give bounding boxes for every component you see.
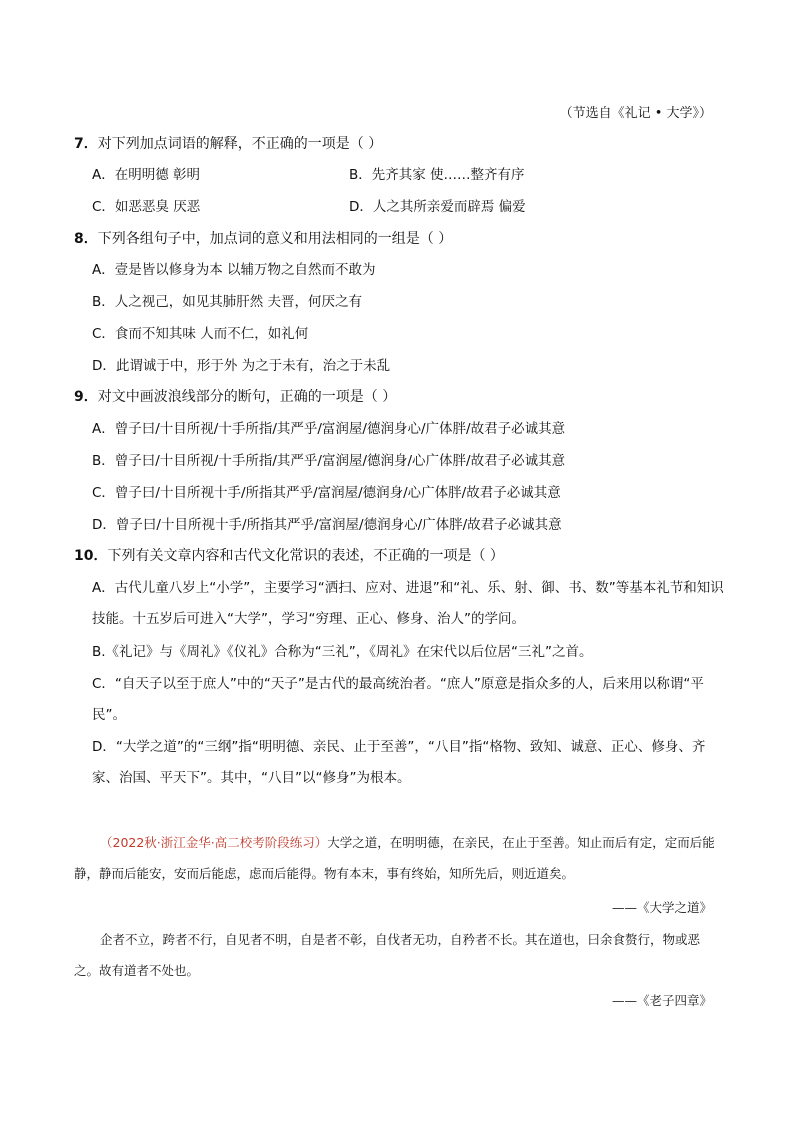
source-note: （节选自《礼记 • 大学》）	[559, 106, 712, 121]
passage-2	[74, 924, 724, 986]
attribution-1: ——《大学之道》	[611, 900, 712, 915]
source-tag: （2022秋·浙江金华·高二校考阶段练习）	[100, 835, 328, 850]
passage-1	[74, 827, 724, 889]
question-stem: 对下列加点词语的解释，不正确的一项是（ ）	[97, 136, 383, 152]
question-stem: 下列有关文章内容和古代文化常识的表述，不正确的一项是（ ）	[107, 548, 504, 564]
option-8c: C．食而不知其味 人而不仁，如礼何	[92, 326, 309, 342]
option-7c: C．如恶恶臭 厌恶	[92, 199, 201, 215]
option-9c: C．曾子曰/十目所视十手/所指其严乎/富润屋/德润身/心广体胖/故君子必诚其意	[92, 485, 561, 501]
option-7b: B．先齐其家 使……整齐有序	[349, 167, 525, 183]
option-7a: A．在明明德 彰明	[92, 167, 201, 183]
passage-text-2: 企者不立，跨者不行，自见者不明，自是者不彰，自伐者无功，自矜者不长。其在道也，曰余食赘行，物或恶之。故有道者不处也。	[74, 932, 701, 978]
question-7	[74, 134, 382, 154]
passage-text-1: 大学之道，在明明德，在亲民，在止于至善。知止而后有定，定而后能静，静而后能安，安而后能虑，虑而后能得。物有本末，事有终始，知所先后，则近道矣。	[74, 835, 715, 881]
question-8	[74, 229, 452, 249]
option-10b: B.《礼记》与《周礼》《仪礼》合称为“三礼”，《周礼》在宋代以后位居“三礼”之首。	[92, 644, 593, 660]
option-8a: A．壹是皆以修身为本 以辅万物之自然而不敢为	[92, 262, 376, 278]
question-10	[74, 546, 504, 566]
attribution-2: ——《老子四章》	[611, 993, 712, 1008]
question-stem: 下列各组句子中，加点词的意义和用法相同的一组是（ ）	[97, 231, 453, 247]
question-number: 8．	[74, 231, 98, 247]
question-number: 7．	[74, 136, 98, 152]
question-number: 9．	[74, 389, 98, 405]
option-10c: C．“自天子以至于庶人”中的“天子”是古代的最高统治者。“庶人”原意是指众多的人，后来用以称谓“平民”。	[92, 676, 704, 723]
question-stem: 对文中画波浪线部分的断句，正确的一项是（ ）	[97, 389, 397, 405]
option-10d: D．“大学之道”的“三纲”指“明明德、亲民、止于至善”，“八目”指“格物、致知、诚意、正心、修身、齐家、治国、平天下”。其中，“八目”以“修身”为根本。	[92, 739, 706, 786]
option-10a: A．古代儿童八岁上“小学”，主要学习“洒扫、应对、进退”和“礼、乐、射、御、书、数”等基本礼节和知识技能。十五岁后可进入“大学”，学习“穷理、正心、修身、治人”的学问。	[92, 580, 724, 627]
option-9d: D．曾子曰/十目所视十手/所指其严乎/富润屋/德润身心/广体胖/故君子必诚其意	[92, 517, 562, 533]
option-9a: A．曾子曰/十目所视/十手所指/其严乎/富润屋/德润身心/广体胖/故君子必诚其意	[92, 421, 566, 437]
question-number: 10．	[74, 548, 108, 564]
question-9	[74, 387, 396, 407]
option-9b: B．曾子曰/十目所视/十手所指/其严乎/富润屋/德润身/心广体胖/故君子必诚其意	[92, 453, 566, 469]
option-8d: D．此谓诚于中，形于外 为之于未有，治之于未乱	[92, 358, 391, 374]
option-8b: B．人之视己，如见其肺肝然 夫晋，何厌之有	[92, 294, 363, 310]
option-7d: D．人之其所亲爱而辟焉 偏爱	[349, 199, 526, 215]
